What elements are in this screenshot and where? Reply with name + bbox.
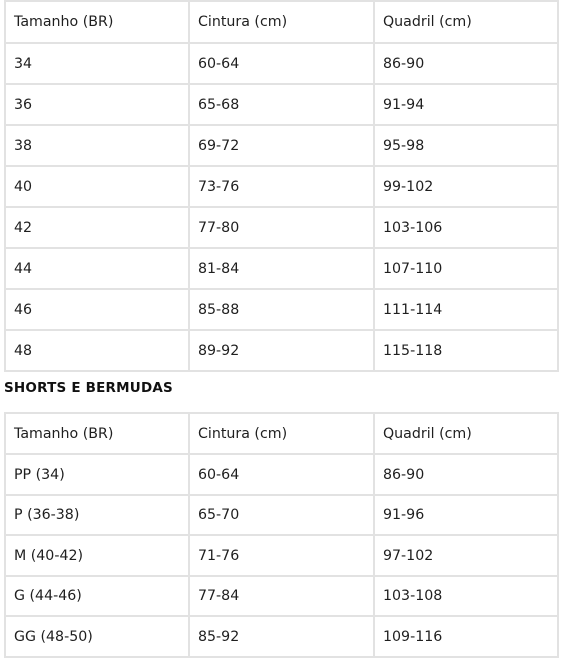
cell-hip: 115-118 [374, 330, 558, 371]
table-row [5, 125, 558, 166]
table-row [5, 84, 558, 125]
cell-waist: 65-68 [189, 84, 374, 125]
cell-size: G (44-46) [5, 576, 189, 616]
cell-size: M (40-42) [5, 535, 189, 576]
table-row [5, 454, 558, 495]
cell-waist: 77-80 [189, 207, 374, 248]
cell-hip: 95-98 [374, 125, 558, 166]
table-row [5, 248, 558, 289]
cell-size: 46 [5, 289, 189, 330]
cell-waist: 69-72 [189, 125, 374, 166]
cell-hip: 91-94 [374, 84, 558, 125]
cell-hip: 103-108 [374, 576, 558, 616]
header-waist: Cintura (cm) [189, 413, 374, 454]
section-heading-shorts: SHORTS E BERMUDAS [4, 380, 173, 396]
table-row [5, 43, 558, 84]
cell-waist: 73-76 [189, 166, 374, 207]
header-hip: Quadril (cm) [374, 413, 558, 454]
cell-size: 34 [5, 43, 189, 84]
table-row [5, 289, 558, 330]
cell-size: 40 [5, 166, 189, 207]
header-waist: Cintura (cm) [189, 1, 374, 43]
cell-size: P (36-38) [5, 495, 189, 535]
cell-waist: 81-84 [189, 248, 374, 289]
header-size: Tamanho (BR) [5, 1, 189, 43]
cell-hip: 86-90 [374, 43, 558, 84]
table-header-row [5, 1, 558, 43]
cell-size: 38 [5, 125, 189, 166]
cell-size: GG (48-50) [5, 616, 189, 657]
cell-waist: 71-76 [189, 535, 374, 576]
cell-size: 48 [5, 330, 189, 371]
cell-hip: 109-116 [374, 616, 558, 657]
cell-waist: 65-70 [189, 495, 374, 535]
cell-size: 36 [5, 84, 189, 125]
header-size: Tamanho (BR) [5, 413, 189, 454]
cell-waist: 85-92 [189, 616, 374, 657]
table-header-row [5, 413, 558, 454]
table-row [5, 616, 558, 657]
table-row [5, 207, 558, 248]
table-row [5, 330, 558, 371]
cell-size: PP (34) [5, 454, 189, 495]
cell-waist: 85-88 [189, 289, 374, 330]
cell-hip: 107-110 [374, 248, 558, 289]
cell-size: 42 [5, 207, 189, 248]
header-hip: Quadril (cm) [374, 1, 558, 43]
cell-hip: 97-102 [374, 535, 558, 576]
cell-waist: 60-64 [189, 43, 374, 84]
table-row [5, 495, 558, 535]
cell-hip: 86-90 [374, 454, 558, 495]
table-row [5, 535, 558, 576]
cell-size: 44 [5, 248, 189, 289]
cell-hip: 99-102 [374, 166, 558, 207]
size-table-shorts [4, 412, 559, 658]
table-row [5, 166, 558, 207]
cell-waist: 89-92 [189, 330, 374, 371]
cell-hip: 111-114 [374, 289, 558, 330]
cell-hip: 103-106 [374, 207, 558, 248]
table-row [5, 576, 558, 616]
cell-hip: 91-96 [374, 495, 558, 535]
cell-waist: 77-84 [189, 576, 374, 616]
cell-waist: 60-64 [189, 454, 374, 495]
size-table-top [4, 0, 559, 372]
